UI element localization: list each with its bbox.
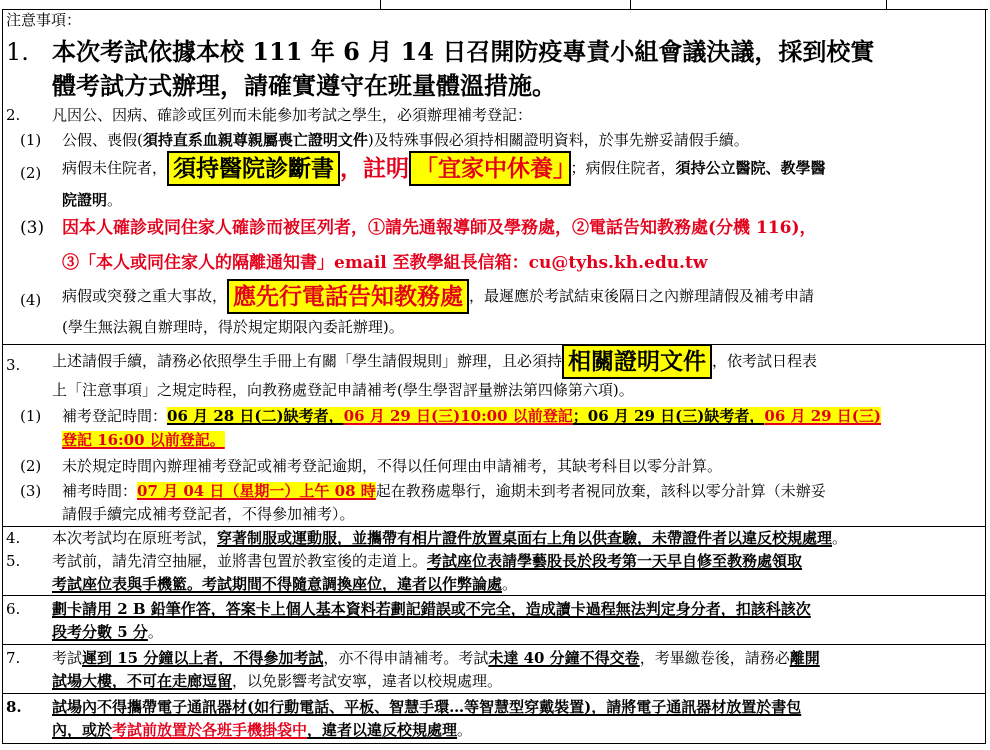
sub-item-2-1-number: (1) [20,131,42,149]
item-number-1: 1. [6,38,29,66]
item-7-line-2: 試場大樓，不可在走廊逗留，以免影響考試安寧，違者以校規處理。 [52,672,503,690]
item-number-8: 8. [6,698,22,716]
sub-item-2-2-line-1: 病假未住院者， 須持醫院診斷書 ，註明 「宜家中休養」 ；病假住院者，須持公立醫院、教學醫 [62,157,826,180]
item-number-6: 6. [6,600,21,618]
sub-item-2-3-line-1: 因本人確診或同住家人確診而被匡列者，①請先通報導師及學務處，②電話告知教務處(分機 116)， [62,218,817,238]
highlight-documents-box: 相關證明文件 [562,344,712,379]
item-4: 本次考試均在原班考試，穿著制服或運動服，並攜帶有相片證件放置桌面右上角以供查驗，未帶證件者以違反校規處理。 [52,529,848,547]
item-number-5: 5. [6,552,21,570]
table-column-divider [630,0,631,10]
sub-item-3-2-number: (2) [20,457,42,475]
sub-item-3-1-number: (1) [20,407,42,425]
sub-item-3-3-line-1: 補考時間：07 月 04 日（星期一）上午 08 時起在教務處舉行，逾期未到考者視同放棄，該科以零分計算（未辦妥 [62,482,826,500]
table-column-divider [380,0,381,10]
section-divider [2,344,986,345]
section-divider [2,595,986,596]
section-divider [2,644,986,645]
table-top-border [2,0,988,10]
sub-item-2-3-number: (3) [20,218,45,238]
section-divider [2,693,986,694]
sub-item-2-4-line-1: 病假或突發之重大事故， 應先行電話告知教務處 ，最遲應於考試結束後隔日之內辦理請假及補考申請 [62,285,814,308]
item-7-line-1: 考試遲到 15 分鐘以上者，不得參加考試，亦不得申請補考。考試未達 40 分鐘不得交卷，考畢繳卷後，請務必離開 [52,649,820,667]
sub-item-3-1-line-2: 登記 16:00 以前登記。 [62,431,225,449]
item-2-text: 凡因公、因病、確診或匡列而未能參加考試之學生，必須辦理補考登記： [52,106,533,124]
sub-item-3-3-line-2: 請假手續完成補考登記者，不得參加補考）。 [62,505,355,523]
item-8-line-2: 內，或於考試前放置於各班手機掛袋中，違者以違反校規處理。 [52,721,473,739]
highlight-diagnosis-box: 須持醫院診斷書 [167,151,340,186]
sub-item-3-3-number: (3) [20,482,42,500]
item-3-line-1: 上述請假手續，請務必依照學生手冊上有關「學生請假規則」辦理，且必須持 相關證明文件 ，依考試日程表 [52,350,817,373]
item-1-line-2: 體考試方式辦理，請確實遵守在班量體溫措施。 [52,71,556,100]
item-number-3: 3. [6,356,21,374]
item-6-line-2: 段考分數 5 分。 [52,623,163,641]
sub-item-2-3-line-2: ③「本人或同住家人的隔離通知書」email 至教學組長信箱：cu@tyhs.kh.edu.tw [62,253,708,273]
item-3-line-2: 上「注意事項」之規定時程，向教務處登記申請補考(學生學習評量辦法第四條第六項)。 [52,381,634,399]
sub-item-2-4-line-2: (學生無法親自辦理時，得於規定期限內委託辦理)。 [62,318,404,336]
highlight-call-academic-office-box: 應先行電話告知教務處 [227,279,469,314]
sub-item-3-2: 未於規定時間內辦理補考登記或補考登記逾期，不得以任何理由申請補考，其缺考科目以零分計算。 [62,457,723,475]
sub-item-2-1: 公假、喪假(須持直系血親尊親屬喪亡證明文件)及特殊事假必須持相關證明資料，於事先辦妥請假手續。 [62,131,749,149]
item-5-line-1: 考試前，請先清空抽屜，並將書包置於教室後的走道上。考試座位表請學藝股長於段考第一天早自修至教務處領取 [52,552,803,570]
sub-item-2-2-line-2: 院證明。 [62,191,123,209]
item-number-4: 4. [6,529,21,547]
item-1-line-1: 本次考試依據本校 111 年 6 月 14 日召開防疫專責小組會議決議，採到校實 [52,37,875,66]
item-number-2: 2. [6,106,21,124]
sub-item-2-4-number: (4) [20,291,42,309]
item-number-7: 7. [6,649,21,667]
item-8-line-1: 試場內不得攜帶電子通訊器材(如行動電話、平板、智慧手環…等智慧型穿戴裝置)，請將電子通訊器材放置於書包 [52,698,802,716]
sub-item-3-1-line-1: 補考登記時間：06 月 28 日(二)缺考者，06 月 29 日(三)10:00 以前登記；06 月 29 日(三)缺考者，06 月 29 日(三) [62,407,881,425]
highlight-rest-at-home-box: 「宜家中休養」 [409,151,571,186]
sub-item-2-2-number: (2) [20,164,42,182]
item-6-line-1: 劃卡請用 2 B 鉛筆作答，答案卡上個人基本資料若劃記錯誤或不完全，造成讀卡過程無法判定身分者，扣該科該次 [52,600,811,618]
section-divider [2,526,986,527]
notice-label: 注意事項： [6,11,82,29]
item-5-line-2: 考試座位表與手機籃。考試期間不得隨意調換座位，違者以作弊論處。 [52,575,518,593]
table-column-divider [886,0,887,10]
